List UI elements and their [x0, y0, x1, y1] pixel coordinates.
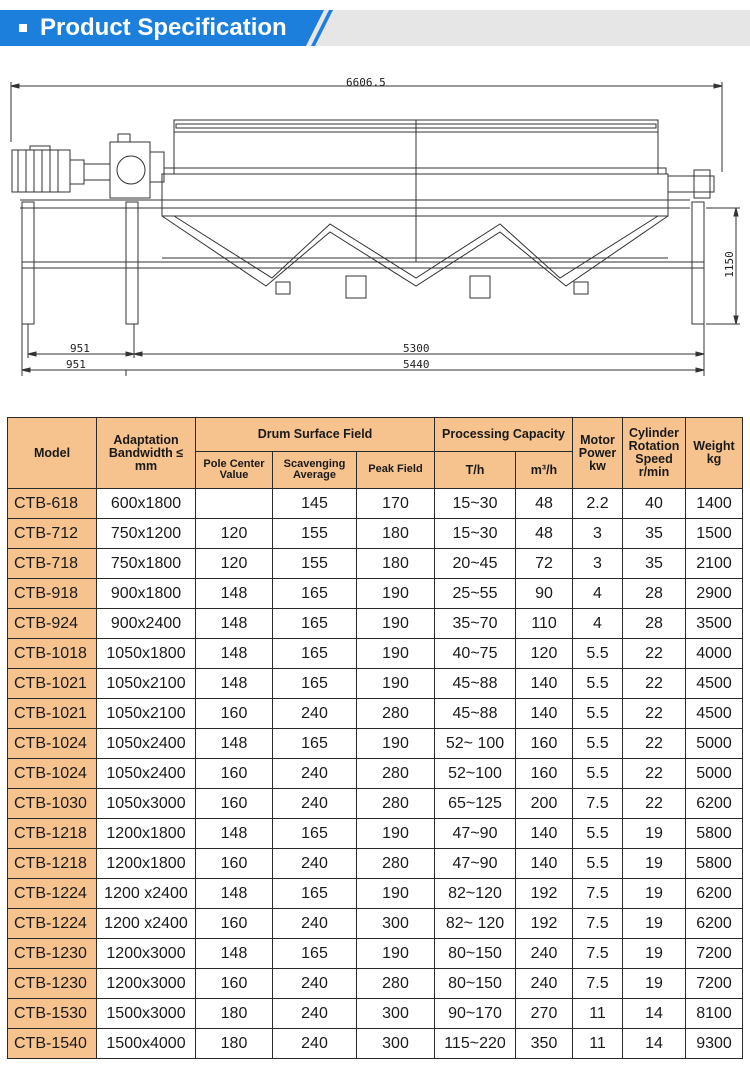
cell-scavenging: 240	[273, 999, 357, 1029]
cell-m3h: 192	[516, 879, 573, 909]
table-row	[8, 939, 743, 969]
cell-motor-power: 7.5	[573, 969, 623, 999]
cell-bandwidth: 1200x1800	[97, 849, 196, 879]
cell-pole-center: 148	[196, 879, 273, 909]
cell-pole-center: 180	[196, 1029, 273, 1059]
cell-rotation-speed: 22	[623, 669, 686, 699]
cell-rotation-speed: 28	[623, 579, 686, 609]
cell-model: CTB-1024	[8, 729, 97, 759]
header-m3h: m³/h	[516, 452, 573, 489]
cell-tph: 80~150	[435, 969, 516, 999]
table-row	[8, 609, 743, 639]
cell-motor-power: 7.5	[573, 879, 623, 909]
cell-weight: 4500	[686, 699, 743, 729]
cell-bandwidth: 900x2400	[97, 609, 196, 639]
cell-bandwidth: 1050x2100	[97, 669, 196, 699]
specification-table	[7, 417, 743, 1059]
cell-scavenging: 165	[273, 579, 357, 609]
cell-weight: 3500	[686, 609, 743, 639]
section-title: Product Specification	[40, 14, 287, 41]
specification-table-body	[8, 489, 743, 1059]
cell-motor-power: 7.5	[573, 909, 623, 939]
table-row	[8, 819, 743, 849]
cell-pole-center: 120	[196, 549, 273, 579]
cell-m3h: 90	[516, 579, 573, 609]
cell-peak-field: 190	[357, 609, 435, 639]
cell-weight: 5000	[686, 759, 743, 789]
cell-motor-power: 5.5	[573, 849, 623, 879]
cell-scavenging: 240	[273, 789, 357, 819]
cell-m3h: 160	[516, 729, 573, 759]
cell-rotation-speed: 19	[623, 969, 686, 999]
cell-pole-center: 160	[196, 789, 273, 819]
table-row	[8, 909, 743, 939]
table-row	[8, 669, 743, 699]
cell-scavenging: 165	[273, 939, 357, 969]
frame-length-dimension: 5300	[403, 342, 430, 355]
cell-pole-center: 148	[196, 609, 273, 639]
cell-pole-center: 180	[196, 999, 273, 1029]
cell-weight: 7200	[686, 969, 743, 999]
cell-weight: 9300	[686, 1029, 743, 1059]
cell-tph: 47~90	[435, 849, 516, 879]
cell-pole-center: 148	[196, 639, 273, 669]
cell-m3h: 48	[516, 519, 573, 549]
cell-tph: 90~170	[435, 999, 516, 1029]
cell-scavenging: 165	[273, 669, 357, 699]
cell-motor-power: 5.5	[573, 639, 623, 669]
cell-bandwidth: 1050x2400	[97, 729, 196, 759]
cell-m3h: 140	[516, 819, 573, 849]
cell-peak-field: 190	[357, 939, 435, 969]
cell-peak-field: 190	[357, 579, 435, 609]
cell-rotation-speed: 22	[623, 729, 686, 759]
cell-rotation-speed: 40	[623, 489, 686, 519]
cell-weight: 2900	[686, 579, 743, 609]
cell-motor-power: 2.2	[573, 489, 623, 519]
left-offset-lower-dimension: 951	[66, 358, 86, 371]
cell-motor-power: 3	[573, 549, 623, 579]
table-row	[8, 579, 743, 609]
cell-scavenging: 165	[273, 609, 357, 639]
cell-scavenging: 165	[273, 819, 357, 849]
cell-tph: 115~220	[435, 1029, 516, 1059]
cell-scavenging: 165	[273, 639, 357, 669]
cell-model: CTB-1021	[8, 669, 97, 699]
cell-weight: 7200	[686, 939, 743, 969]
cell-peak-field: 300	[357, 909, 435, 939]
cell-scavenging: 240	[273, 849, 357, 879]
cell-pole-center: 148	[196, 669, 273, 699]
header-motor-power: Motor Power kw	[573, 418, 623, 489]
cell-scavenging: 240	[273, 1029, 357, 1059]
table-row	[8, 849, 743, 879]
cell-m3h: 192	[516, 909, 573, 939]
cell-m3h: 200	[516, 789, 573, 819]
cell-bandwidth: 750x1800	[97, 549, 196, 579]
height-dimension: 1150	[722, 251, 736, 278]
cell-tph: 80~150	[435, 939, 516, 969]
cell-scavenging: 240	[273, 909, 357, 939]
cell-model: CTB-1024	[8, 759, 97, 789]
cell-tph: 25~55	[435, 579, 516, 609]
table-row	[8, 789, 743, 819]
cell-bandwidth: 1200x1800	[97, 819, 196, 849]
cell-peak-field: 180	[357, 549, 435, 579]
cell-weight: 6200	[686, 909, 743, 939]
cell-rotation-speed: 35	[623, 519, 686, 549]
cell-scavenging: 240	[273, 699, 357, 729]
table-row	[8, 999, 743, 1029]
cell-peak-field: 190	[357, 819, 435, 849]
cell-m3h: 140	[516, 699, 573, 729]
cell-bandwidth: 1050x2400	[97, 759, 196, 789]
cell-model: CTB-718	[8, 549, 97, 579]
cell-pole-center: 160	[196, 969, 273, 999]
cell-rotation-speed: 14	[623, 999, 686, 1029]
cell-bandwidth: 1200x3000	[97, 939, 196, 969]
cell-model: CTB-1224	[8, 909, 97, 939]
cell-motor-power: 3	[573, 519, 623, 549]
table-row	[8, 879, 743, 909]
cell-weight: 4500	[686, 669, 743, 699]
table-row	[8, 519, 743, 549]
table-row	[8, 489, 743, 519]
cell-m3h: 110	[516, 609, 573, 639]
cell-model: CTB-924	[8, 609, 97, 639]
cell-m3h: 350	[516, 1029, 573, 1059]
cell-rotation-speed: 19	[623, 849, 686, 879]
cell-tph: 82~ 120	[435, 909, 516, 939]
header-peak-field: Peak Field	[357, 452, 435, 489]
cell-peak-field: 300	[357, 999, 435, 1029]
cell-motor-power: 7.5	[573, 789, 623, 819]
cell-peak-field: 280	[357, 759, 435, 789]
cell-motor-power: 5.5	[573, 729, 623, 759]
cell-pole-center: 160	[196, 699, 273, 729]
cell-weight: 6200	[686, 789, 743, 819]
cell-model: CTB-618	[8, 489, 97, 519]
header-scavenging: Scavenging Average	[273, 452, 357, 489]
cell-tph: 40~75	[435, 639, 516, 669]
cell-motor-power: 5.5	[573, 759, 623, 789]
cell-bandwidth: 1050x3000	[97, 789, 196, 819]
cell-bandwidth: 750x1200	[97, 519, 196, 549]
cell-m3h: 240	[516, 939, 573, 969]
cell-peak-field: 280	[357, 969, 435, 999]
cell-tph: 15~30	[435, 489, 516, 519]
cell-m3h: 72	[516, 549, 573, 579]
cell-weight: 1400	[686, 489, 743, 519]
cell-tph: 52~100	[435, 759, 516, 789]
cell-m3h: 48	[516, 489, 573, 519]
cell-rotation-speed: 19	[623, 909, 686, 939]
cell-rotation-speed: 19	[623, 939, 686, 969]
header-rotation-speed: Cylinder Rotation Speed r/min	[623, 418, 686, 489]
cell-model: CTB-1018	[8, 639, 97, 669]
cell-rotation-speed: 28	[623, 609, 686, 639]
header-bandwidth: Adaptation Bandwidth ≤ mm	[97, 418, 196, 489]
header-weight: Weight kg	[686, 418, 743, 489]
cell-pole-center	[196, 489, 273, 519]
cell-motor-power: 11	[573, 1029, 623, 1059]
cell-tph: 45~88	[435, 699, 516, 729]
table-row	[8, 969, 743, 999]
bullet-square-icon	[19, 24, 27, 32]
cell-m3h: 140	[516, 849, 573, 879]
cell-model: CTB-1218	[8, 819, 97, 849]
cell-scavenging: 165	[273, 879, 357, 909]
cell-peak-field: 280	[357, 699, 435, 729]
cell-model: CTB-1021	[8, 699, 97, 729]
table-row	[8, 1029, 743, 1059]
cell-rotation-speed: 22	[623, 789, 686, 819]
cell-bandwidth: 1500x4000	[97, 1029, 196, 1059]
cell-m3h: 160	[516, 759, 573, 789]
cell-scavenging: 155	[273, 519, 357, 549]
table-row	[8, 549, 743, 579]
cell-rotation-speed: 35	[623, 549, 686, 579]
cell-rotation-speed: 22	[623, 699, 686, 729]
cell-rotation-speed: 14	[623, 1029, 686, 1059]
cell-bandwidth: 600x1800	[97, 489, 196, 519]
cell-pole-center: 148	[196, 939, 273, 969]
cell-tph: 20~45	[435, 549, 516, 579]
cell-pole-center: 148	[196, 819, 273, 849]
header-tph: T/h	[435, 452, 516, 489]
cell-weight: 4000	[686, 639, 743, 669]
cell-model: CTB-918	[8, 579, 97, 609]
cell-tph: 45~88	[435, 669, 516, 699]
cell-scavenging: 165	[273, 729, 357, 759]
cell-rotation-speed: 19	[623, 819, 686, 849]
cell-m3h: 270	[516, 999, 573, 1029]
cell-tph: 82~120	[435, 879, 516, 909]
table-row	[8, 699, 743, 729]
cell-m3h: 240	[516, 969, 573, 999]
cell-tph: 15~30	[435, 519, 516, 549]
cell-motor-power: 5.5	[573, 669, 623, 699]
header-pole-center: Pole Center Value	[196, 452, 273, 489]
cell-motor-power: 4	[573, 609, 623, 639]
cell-bandwidth: 1200x3000	[97, 969, 196, 999]
table-row	[8, 729, 743, 759]
header-model: Model	[8, 418, 97, 489]
cell-weight: 6200	[686, 879, 743, 909]
cell-tph: 65~125	[435, 789, 516, 819]
cell-weight: 5000	[686, 729, 743, 759]
cell-pole-center: 148	[196, 579, 273, 609]
cell-tph: 35~70	[435, 609, 516, 639]
cell-model: CTB-1030	[8, 789, 97, 819]
cell-pole-center: 120	[196, 519, 273, 549]
cell-pole-center: 160	[196, 759, 273, 789]
cell-peak-field: 170	[357, 489, 435, 519]
cell-peak-field: 190	[357, 639, 435, 669]
overall-length-dimension: 6606.5	[346, 76, 386, 89]
cell-weight: 1500	[686, 519, 743, 549]
header-processing-capacity: Processing Capacity	[435, 418, 573, 452]
cell-bandwidth: 900x1800	[97, 579, 196, 609]
cell-motor-power: 5.5	[573, 819, 623, 849]
cell-pole-center: 160	[196, 849, 273, 879]
cell-weight: 5800	[686, 849, 743, 879]
table-row	[8, 639, 743, 669]
cell-weight: 5800	[686, 819, 743, 849]
cell-peak-field: 190	[357, 879, 435, 909]
cell-peak-field: 280	[357, 849, 435, 879]
cell-peak-field: 190	[357, 729, 435, 759]
cell-pole-center: 148	[196, 729, 273, 759]
cell-m3h: 140	[516, 669, 573, 699]
cell-model: CTB-1224	[8, 879, 97, 909]
cell-model: CTB-1230	[8, 939, 97, 969]
cell-bandwidth: 1200 x2400	[97, 909, 196, 939]
cell-rotation-speed: 22	[623, 759, 686, 789]
cell-weight: 8100	[686, 999, 743, 1029]
cell-model: CTB-1530	[8, 999, 97, 1029]
cell-motor-power: 11	[573, 999, 623, 1029]
cell-bandwidth: 1050x2100	[97, 699, 196, 729]
cell-m3h: 120	[516, 639, 573, 669]
cell-peak-field: 300	[357, 1029, 435, 1059]
cell-peak-field: 280	[357, 789, 435, 819]
cell-rotation-speed: 22	[623, 639, 686, 669]
cell-tph: 47~90	[435, 819, 516, 849]
cell-model: CTB-712	[8, 519, 97, 549]
cell-motor-power: 7.5	[573, 939, 623, 969]
cell-peak-field: 180	[357, 519, 435, 549]
cell-scavenging: 240	[273, 759, 357, 789]
cell-pole-center: 160	[196, 909, 273, 939]
cell-weight: 2100	[686, 549, 743, 579]
section-header-banner	[0, 10, 750, 46]
cell-model: CTB-1540	[8, 1029, 97, 1059]
cell-rotation-speed: 19	[623, 879, 686, 909]
cell-tph: 52~ 100	[435, 729, 516, 759]
cell-scavenging: 155	[273, 549, 357, 579]
cell-peak-field: 190	[357, 669, 435, 699]
cell-bandwidth: 1050x1800	[97, 639, 196, 669]
table-row	[8, 759, 743, 789]
header-drum-surface-field: Drum Surface Field	[196, 418, 435, 452]
cell-model: CTB-1230	[8, 969, 97, 999]
cell-motor-power: 4	[573, 579, 623, 609]
cell-model: CTB-1218	[8, 849, 97, 879]
cell-bandwidth: 1200 x2400	[97, 879, 196, 909]
separator-side-view-drawing	[0, 62, 750, 392]
cell-scavenging: 240	[273, 969, 357, 999]
cell-bandwidth: 1500x3000	[97, 999, 196, 1029]
left-offset-upper-dimension: 951	[70, 342, 90, 355]
cell-scavenging: 145	[273, 489, 357, 519]
base-length-dimension: 5440	[403, 358, 430, 371]
machine-technical-drawing	[0, 62, 750, 392]
cell-motor-power: 5.5	[573, 699, 623, 729]
